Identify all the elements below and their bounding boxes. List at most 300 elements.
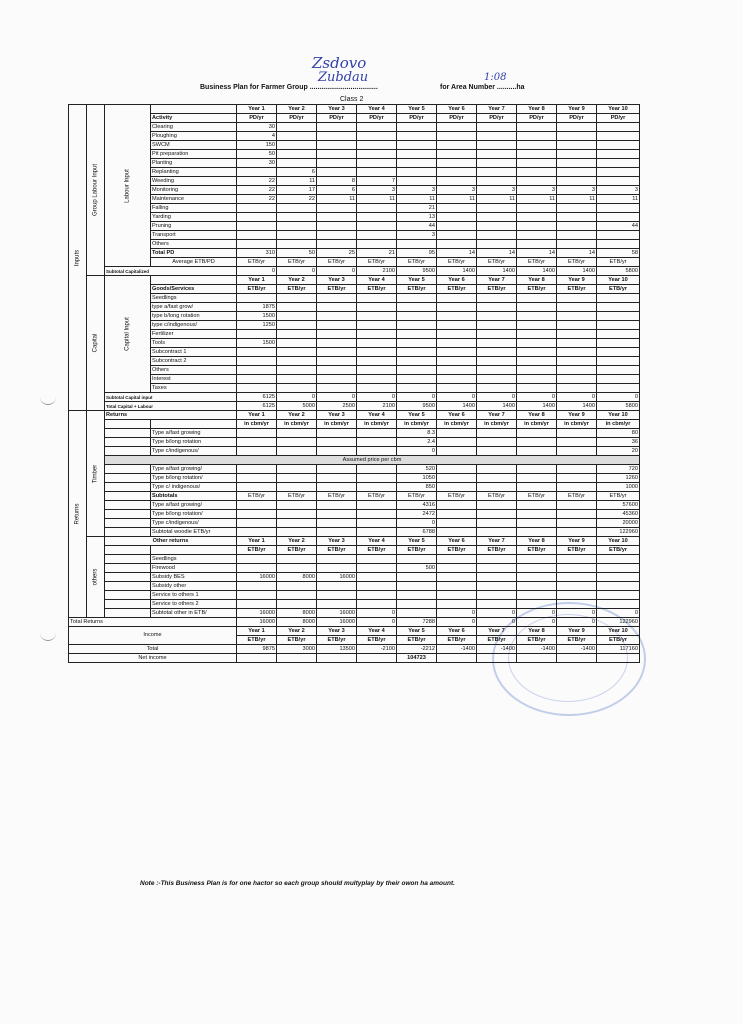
- value-cell: [317, 303, 357, 312]
- value-cell: [237, 168, 277, 177]
- value-cell: [437, 168, 477, 177]
- value-cell: [357, 501, 397, 510]
- value-cell: [237, 600, 277, 609]
- value-cell: [397, 357, 437, 366]
- value-cell: 25: [317, 249, 357, 258]
- value-cell: 0: [277, 393, 317, 402]
- value-cell: 1500: [237, 312, 277, 321]
- value-cell: PD/yr: [357, 114, 397, 123]
- year-header: Year 3: [317, 411, 357, 420]
- row-label: Subtotal woodie ETB/yr: [151, 528, 237, 537]
- value-cell: [397, 375, 437, 384]
- value-cell: [357, 222, 397, 231]
- blank-cell: [105, 609, 151, 618]
- year-header: Year 9: [557, 105, 597, 114]
- value-cell: [557, 204, 597, 213]
- value-cell: 30: [237, 159, 277, 168]
- group-labour-side-label: Group Labour Input: [92, 163, 98, 217]
- value-cell: ETB/yr: [237, 492, 277, 501]
- row-label: Goods/Services: [151, 285, 237, 294]
- value-cell: ETB/yr: [437, 492, 477, 501]
- year-header: Year 7: [477, 276, 517, 285]
- value-cell: in cbm/yr: [437, 420, 477, 429]
- value-cell: [437, 483, 477, 492]
- value-cell: 3: [437, 186, 477, 195]
- row-label: Average ETB/PD: [151, 258, 237, 267]
- income-label: Income: [69, 627, 237, 645]
- value-cell: in cbm/yr: [277, 420, 317, 429]
- year-header: Year 5: [397, 627, 437, 636]
- value-cell: [597, 321, 640, 330]
- value-cell: 0: [397, 393, 437, 402]
- value-cell: 2500: [317, 402, 357, 411]
- value-cell: ETB/yr: [397, 492, 437, 501]
- value-cell: [517, 573, 557, 582]
- row-label: Replanting: [151, 168, 237, 177]
- value-cell: 14: [477, 249, 517, 258]
- capital-input-side-label: Capital Input: [124, 317, 130, 351]
- value-cell: ETB/yr: [437, 258, 477, 267]
- table-row: [69, 384, 640, 393]
- value-cell: 117160: [597, 645, 640, 654]
- table-row: [69, 141, 640, 150]
- table-row: [69, 627, 640, 636]
- year-header: Year 4: [357, 411, 397, 420]
- value-cell: [277, 159, 317, 168]
- table-row: [69, 294, 640, 303]
- value-cell: [597, 357, 640, 366]
- table-row: [69, 546, 640, 555]
- value-cell: [557, 528, 597, 537]
- value-cell: 57600: [597, 501, 640, 510]
- value-cell: 5000: [277, 402, 317, 411]
- value-cell: 16000: [317, 618, 357, 627]
- row-label: Planting: [151, 159, 237, 168]
- year-header: Year 6: [437, 276, 477, 285]
- value-cell: ETB/yr: [237, 546, 277, 555]
- value-cell: [357, 582, 397, 591]
- value-cell: 1400: [557, 402, 597, 411]
- value-cell: [557, 150, 597, 159]
- year-header: Year 7: [477, 627, 517, 636]
- value-cell: 0: [357, 618, 397, 627]
- value-cell: [277, 294, 317, 303]
- value-cell: [317, 447, 357, 456]
- capital-side: [87, 276, 105, 411]
- value-cell: ETB/yr: [557, 636, 597, 645]
- value-cell: [477, 213, 517, 222]
- table-row: [69, 582, 640, 591]
- blank-cell: [597, 654, 640, 663]
- value-cell: [477, 555, 517, 564]
- value-cell: 1400: [437, 267, 477, 276]
- value-cell: ETB/yr: [597, 285, 640, 294]
- value-cell: [237, 213, 277, 222]
- value-cell: [557, 141, 597, 150]
- value-cell: [557, 294, 597, 303]
- value-cell: [517, 555, 557, 564]
- value-cell: 21: [397, 204, 437, 213]
- value-cell: [517, 591, 557, 600]
- table-row: [69, 213, 640, 222]
- value-cell: ETB/yr: [517, 546, 557, 555]
- value-cell: ETB/yr: [477, 492, 517, 501]
- value-cell: [237, 330, 277, 339]
- table-row: [69, 609, 640, 618]
- value-cell: [357, 132, 397, 141]
- value-cell: [557, 159, 597, 168]
- value-cell: [237, 384, 277, 393]
- page-title: Business Plan for Farmer Group ...................................: [200, 84, 378, 91]
- value-cell: 8000: [277, 573, 317, 582]
- value-cell: 0: [237, 267, 277, 276]
- value-cell: [517, 438, 557, 447]
- year-header: Year 8: [517, 411, 557, 420]
- value-cell: 11: [597, 195, 640, 204]
- year-header: Year 10: [597, 105, 640, 114]
- value-cell: [277, 222, 317, 231]
- row-label: Weeding: [151, 177, 237, 186]
- table-row: [69, 555, 640, 564]
- group-labour-side: [87, 105, 105, 276]
- value-cell: [237, 582, 277, 591]
- year-header: Year 8: [517, 105, 557, 114]
- value-cell: [277, 429, 317, 438]
- value-cell: [517, 366, 557, 375]
- value-cell: [477, 429, 517, 438]
- value-cell: [357, 519, 397, 528]
- row-label: SWCM: [151, 141, 237, 150]
- value-cell: [517, 213, 557, 222]
- value-cell: [317, 429, 357, 438]
- value-cell: [357, 465, 397, 474]
- value-cell: [317, 465, 357, 474]
- value-cell: 44: [597, 222, 640, 231]
- table-row: [69, 240, 640, 249]
- table-row: [69, 510, 640, 519]
- year-header: Year 8: [517, 276, 557, 285]
- blank-cell: [105, 483, 151, 492]
- row-label: Type c/indigenous/: [151, 519, 237, 528]
- row-label: Type a/fast growing: [151, 429, 237, 438]
- value-cell: ETB/yr: [357, 285, 397, 294]
- table-row: [69, 114, 640, 123]
- blank-cell: [151, 105, 237, 114]
- value-cell: [557, 222, 597, 231]
- handwritten-area: 1:08: [484, 72, 507, 83]
- value-cell: [557, 582, 597, 591]
- value-cell: [477, 501, 517, 510]
- price-label: Assumed price per cbm: [105, 456, 640, 465]
- blank-cell: [105, 519, 151, 528]
- value-cell: [557, 573, 597, 582]
- value-cell: [317, 141, 357, 150]
- value-cell: [597, 213, 640, 222]
- value-cell: [357, 339, 397, 348]
- handwritten-name-2: Zubdau: [318, 70, 369, 85]
- value-cell: [397, 177, 437, 186]
- row-label: Transport: [151, 231, 237, 240]
- value-cell: [517, 150, 557, 159]
- table-row: [69, 645, 640, 654]
- value-cell: [397, 573, 437, 582]
- table-row: [69, 177, 640, 186]
- value-cell: [437, 438, 477, 447]
- value-cell: 500: [397, 564, 437, 573]
- value-cell: [277, 591, 317, 600]
- value-cell: [237, 429, 277, 438]
- value-cell: [317, 132, 357, 141]
- value-cell: 11: [477, 195, 517, 204]
- value-cell: 0: [437, 609, 477, 618]
- net-income-value: 104723: [397, 654, 437, 663]
- value-cell: ETB/yr: [477, 636, 517, 645]
- row-label: Firewood: [151, 564, 237, 573]
- year-header: Year 1: [237, 276, 277, 285]
- value-cell: [437, 591, 477, 600]
- value-cell: [237, 348, 277, 357]
- table-row: [69, 303, 640, 312]
- value-cell: [597, 582, 640, 591]
- value-cell: ETB/yr: [277, 285, 317, 294]
- value-cell: [237, 591, 277, 600]
- value-cell: 0: [477, 393, 517, 402]
- row-label: Subtotal Capital input: [105, 393, 237, 402]
- year-header: Year 2: [277, 105, 317, 114]
- value-cell: 4316: [397, 501, 437, 510]
- value-cell: [277, 582, 317, 591]
- value-cell: -1400: [557, 645, 597, 654]
- value-cell: [277, 564, 317, 573]
- blank-cell: [105, 546, 151, 555]
- value-cell: [317, 582, 357, 591]
- year-header: Year 1: [237, 537, 277, 546]
- value-cell: ETB/yr: [397, 285, 437, 294]
- value-cell: [557, 312, 597, 321]
- year-header: Year 5: [397, 411, 437, 420]
- value-cell: [437, 141, 477, 150]
- blank-cell: [105, 573, 151, 582]
- value-cell: 14: [437, 249, 477, 258]
- value-cell: [557, 438, 597, 447]
- value-cell: [437, 303, 477, 312]
- value-cell: 6125: [237, 402, 277, 411]
- value-cell: [477, 582, 517, 591]
- value-cell: [277, 600, 317, 609]
- value-cell: [597, 591, 640, 600]
- table-row: [69, 402, 640, 411]
- year-header: Year 5: [397, 105, 437, 114]
- value-cell: 9500: [397, 267, 437, 276]
- value-cell: ETB/yr: [357, 636, 397, 645]
- value-cell: [237, 519, 277, 528]
- value-cell: [357, 483, 397, 492]
- value-cell: [317, 384, 357, 393]
- value-cell: [477, 132, 517, 141]
- value-cell: PD/yr: [277, 114, 317, 123]
- table-row: [69, 357, 640, 366]
- value-cell: [397, 582, 437, 591]
- value-cell: [357, 240, 397, 249]
- value-cell: [597, 294, 640, 303]
- value-cell: 3: [557, 186, 597, 195]
- table-row: [69, 573, 640, 582]
- value-cell: [517, 123, 557, 132]
- value-cell: [437, 573, 477, 582]
- value-cell: [517, 222, 557, 231]
- value-cell: [557, 429, 597, 438]
- capital-side-label: Capital: [92, 333, 98, 353]
- value-cell: in cbm/yr: [397, 420, 437, 429]
- value-cell: 0: [397, 447, 437, 456]
- value-cell: 3: [517, 186, 557, 195]
- value-cell: [277, 204, 317, 213]
- value-cell: [237, 474, 277, 483]
- value-cell: [477, 240, 517, 249]
- value-cell: ETB/yr: [597, 258, 640, 267]
- value-cell: [437, 357, 477, 366]
- value-cell: [477, 330, 517, 339]
- value-cell: [477, 483, 517, 492]
- year-header: Year 5: [397, 276, 437, 285]
- value-cell: [357, 141, 397, 150]
- value-cell: 0: [517, 618, 557, 627]
- value-cell: [517, 519, 557, 528]
- value-cell: ETB/yr: [437, 636, 477, 645]
- year-header: Year 9: [557, 627, 597, 636]
- value-cell: [397, 123, 437, 132]
- value-cell: 2100: [357, 402, 397, 411]
- year-header: Year 10: [597, 537, 640, 546]
- value-cell: 3: [477, 186, 517, 195]
- value-cell: [277, 321, 317, 330]
- value-cell: [237, 294, 277, 303]
- value-cell: 720: [597, 465, 640, 474]
- table-row: [69, 123, 640, 132]
- value-cell: 0: [557, 609, 597, 618]
- table-row: [69, 168, 640, 177]
- value-cell: [557, 555, 597, 564]
- value-cell: [277, 141, 317, 150]
- table-row: [69, 483, 640, 492]
- value-cell: PD/yr: [237, 114, 277, 123]
- value-cell: [237, 240, 277, 249]
- row-label: Net income: [69, 654, 237, 663]
- value-cell: [517, 177, 557, 186]
- value-cell: [357, 429, 397, 438]
- value-cell: 0: [357, 609, 397, 618]
- value-cell: [477, 573, 517, 582]
- year-header: Year 9: [557, 411, 597, 420]
- year-header: Year 6: [437, 627, 477, 636]
- value-cell: 14: [517, 249, 557, 258]
- value-cell: [277, 528, 317, 537]
- value-cell: [517, 375, 557, 384]
- value-cell: 3: [397, 186, 437, 195]
- value-cell: 0: [357, 393, 397, 402]
- value-cell: [597, 123, 640, 132]
- value-cell: [477, 375, 517, 384]
- table-row: [69, 312, 640, 321]
- value-cell: 2100: [357, 267, 397, 276]
- value-cell: [237, 564, 277, 573]
- value-cell: [277, 330, 317, 339]
- value-cell: [237, 528, 277, 537]
- value-cell: in cbm/yr: [317, 420, 357, 429]
- value-cell: [477, 141, 517, 150]
- value-cell: 0: [477, 609, 517, 618]
- value-cell: 11: [317, 195, 357, 204]
- value-cell: [277, 339, 317, 348]
- value-cell: [357, 474, 397, 483]
- value-cell: PD/yr: [477, 114, 517, 123]
- value-cell: ETB/yr: [357, 258, 397, 267]
- value-cell: [557, 357, 597, 366]
- value-cell: [357, 573, 397, 582]
- value-cell: 80: [597, 429, 640, 438]
- blank-cell: [105, 564, 151, 573]
- value-cell: [517, 528, 557, 537]
- value-cell: in cbm/yr: [517, 420, 557, 429]
- value-cell: 50: [277, 249, 317, 258]
- value-cell: [477, 168, 517, 177]
- value-cell: [437, 312, 477, 321]
- value-cell: [517, 339, 557, 348]
- year-header: Year 3: [317, 537, 357, 546]
- value-cell: [317, 321, 357, 330]
- value-cell: [597, 339, 640, 348]
- blank-cell: [105, 591, 151, 600]
- row-label: Pit preparation: [151, 150, 237, 159]
- value-cell: [477, 123, 517, 132]
- value-cell: 1400: [517, 402, 557, 411]
- value-cell: [477, 357, 517, 366]
- value-cell: [237, 510, 277, 519]
- value-cell: [557, 348, 597, 357]
- value-cell: [517, 240, 557, 249]
- value-cell: [277, 519, 317, 528]
- value-cell: [397, 600, 437, 609]
- value-cell: ETB/yr: [237, 258, 277, 267]
- blank-cell: [477, 654, 517, 663]
- value-cell: [597, 330, 640, 339]
- value-cell: [517, 132, 557, 141]
- row-label: Pruning: [151, 222, 237, 231]
- year-header: Year 10: [597, 411, 640, 420]
- row-label: type b/long rotation: [151, 312, 237, 321]
- value-cell: [517, 384, 557, 393]
- table-row: [69, 375, 640, 384]
- value-cell: [237, 231, 277, 240]
- value-cell: [317, 564, 357, 573]
- value-cell: 13500: [317, 645, 357, 654]
- value-cell: [397, 240, 437, 249]
- value-cell: [477, 366, 517, 375]
- value-cell: [557, 600, 597, 609]
- row-label: type c/indigenous/: [151, 321, 237, 330]
- value-cell: ETB/yr: [317, 258, 357, 267]
- value-cell: [437, 150, 477, 159]
- value-cell: 0: [317, 267, 357, 276]
- value-cell: [597, 375, 640, 384]
- value-cell: 2.4: [397, 438, 437, 447]
- value-cell: ETB/yr: [237, 285, 277, 294]
- value-cell: 13: [397, 213, 437, 222]
- value-cell: -1400: [437, 645, 477, 654]
- year-header: Year 4: [357, 627, 397, 636]
- value-cell: PD/yr: [437, 114, 477, 123]
- value-cell: [317, 528, 357, 537]
